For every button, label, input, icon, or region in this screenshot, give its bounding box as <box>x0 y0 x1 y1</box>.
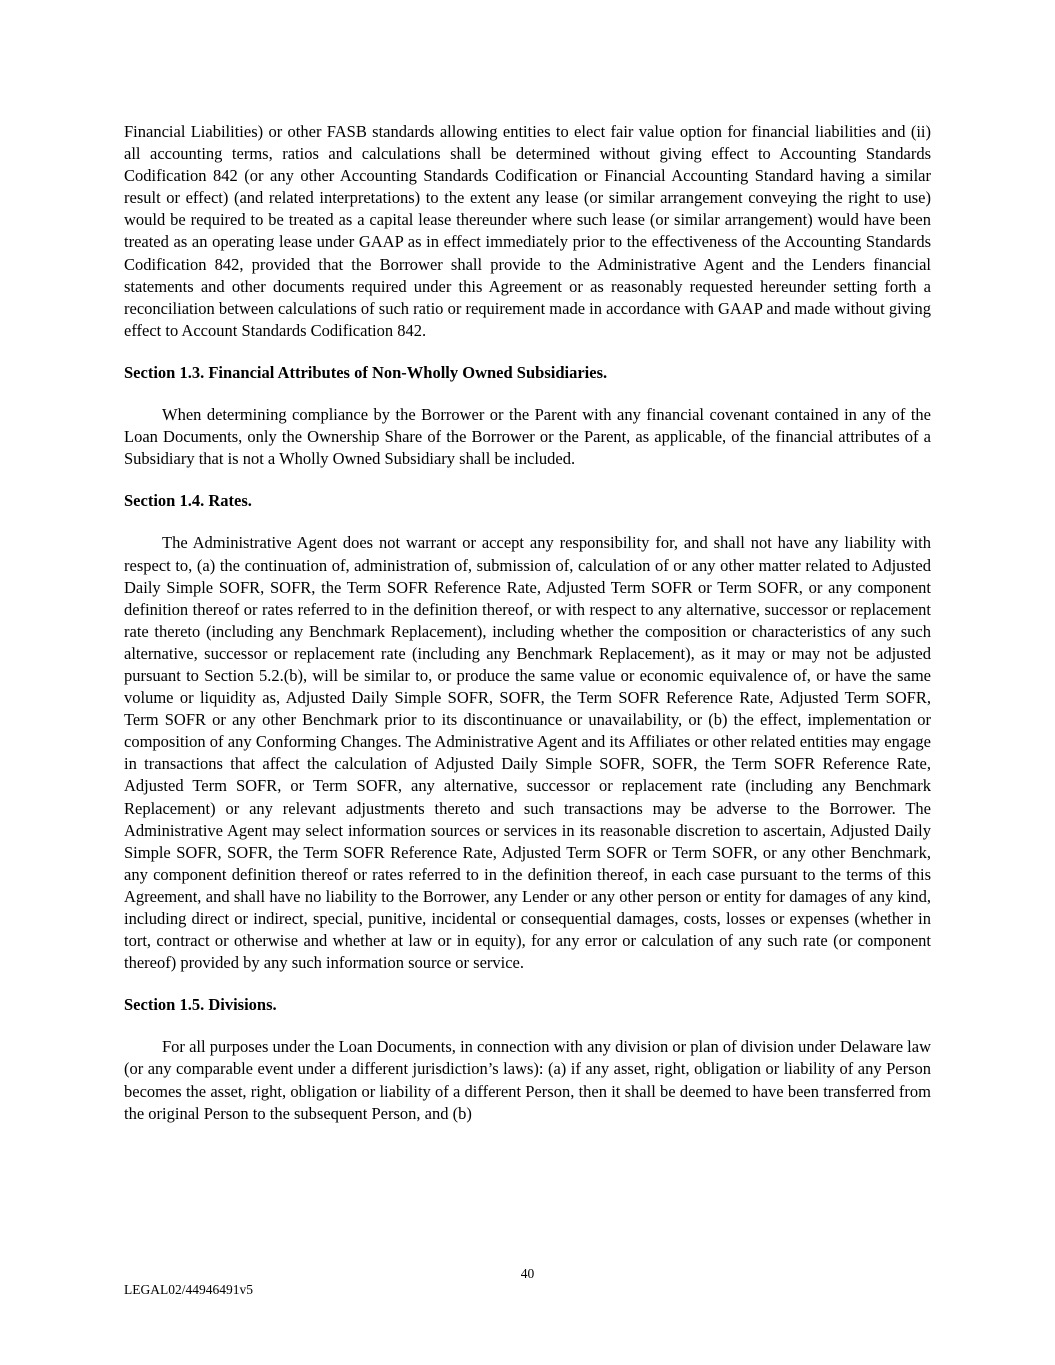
section-1-5-heading: Section 1.5. Divisions. <box>124 995 277 1015</box>
document-id-footer: LEGAL02/44946491v5 <box>124 1282 253 1297</box>
page-number: 40 <box>520 1266 535 1281</box>
document-body <box>124 121 931 1145</box>
section-1-4-heading: Section 1.4. Rates. <box>124 491 252 511</box>
section-1-5-paragraph: For all purposes under the Loan Documents, in connection with any division or plan of division under Delaware law (or any comparable event under a different jurisdiction’s laws): (a) if any asset, right, obligation or liability of any Person becomes the asset, right, obligation or liability of a different Person, then it shall be deemed to have been transferred from the original Person to the subsequent Person, and (b) <box>124 1037 931 1123</box>
section-1-3-heading: Section 1.3. Financial Attributes of Non-Wholly Owned Subsidiaries. <box>124 362 608 382</box>
paragraph-continuation-fasb: Financial Liabilities) or other FASB standards allowing entities to elect fair value option for financial liabilities and (ii) all accounting terms, ratios and calculations shall be determined without giving effect to Accounting Standards Codification 842 (or any other Accounting Standards Codification or Financial Accounting Standard having a similar result or effect) (and related interpretations) to the extent any lease (or similar arrangement conveying the right to use) would be required to be treated as a capital lease thereunder where such lease (or similar arrangement) would have been treated as an operating lease under GAAP as in effect immediately prior to the effectiveness of the Accounting Standards Codification 842, provided that the Borrower shall provide to the Administrative Agent and the Lenders financial statements and other documents required under this Agreement or as reasonably requested hereunder setting forth a reconciliation between calculations of such ratio or requirement made in accordance with GAAP and made without giving effect to Account Standards Codification 842. <box>124 122 931 340</box>
section-1-4-paragraph: The Administrative Agent does not warrant or accept any responsibility for, and shall not have any liability with respect to, (a) the continuation of, administration of, submission of, calculation of or any other matter related to Adjusted Daily Simple SOFR, SOFR, the Term SOFR Reference Rate, Adjusted Term SOFR or Term SOFR, or any component definition thereof or rates referred to in the definition thereof, or with respect to any alternative, successor or replacement rate thereto (including any Benchmark Replacement), including whether the composition or characteristics of any such alternative, successor or replacement rate (including any Benchmark Replacement), as it may or may not be adjusted pursuant to Section 5.2.(b), will be similar to, or produce the same value or economic equivalence of, or have the same volume or liquidity as, Adjusted Daily Simple SOFR, SOFR, the Term SOFR Reference Rate, Adjusted Term SOFR, Term SOFR or any other Benchmark prior to its discontinuance or unavailability, or (b) the effect, implementation or composition of any Conforming Changes. The Administrative Agent and its Affiliates or other related entities may engage in transactions that affect the calculation of Adjusted Daily Simple SOFR, SOFR, the Term SOFR Reference Rate, Adjusted Term SOFR, or Term SOFR, any alternative, successor or replacement rate (including any Benchmark Replacement) or any relevant adjustments thereto and such transactions may be adverse to the Borrower. The Administrative Agent may select information sources or services in its reasonable discretion to ascertain, Adjusted Daily Simple SOFR, SOFR, the Term SOFR Reference Rate, Adjusted Term SOFR or Term SOFR, or any other Benchmark, any component definition thereof or rates referred to in the definition thereof, in each case pursuant to the terms of this Agreement, and shall have no liability to the Borrower, any Lender or any other person or entity for damages of any kind, including direct or indirect, special, punitive, incidental or consequential damages, costs, losses or expenses (whether in tort, contract or otherwise and whether at law or in equity), for any error or calculation of any such rate (or component thereof) provided by any such information source or service. <box>124 533 931 973</box>
section-1-3-paragraph: When determining compliance by the Borrower or the Parent with any financial covenant contained in any of the Loan Documents, only the Ownership Share of the Borrower or the Parent, as applicable, of the financial attributes of a Subsidiary that is not a Wholly Owned Subsidiary shall be included. <box>124 405 931 469</box>
